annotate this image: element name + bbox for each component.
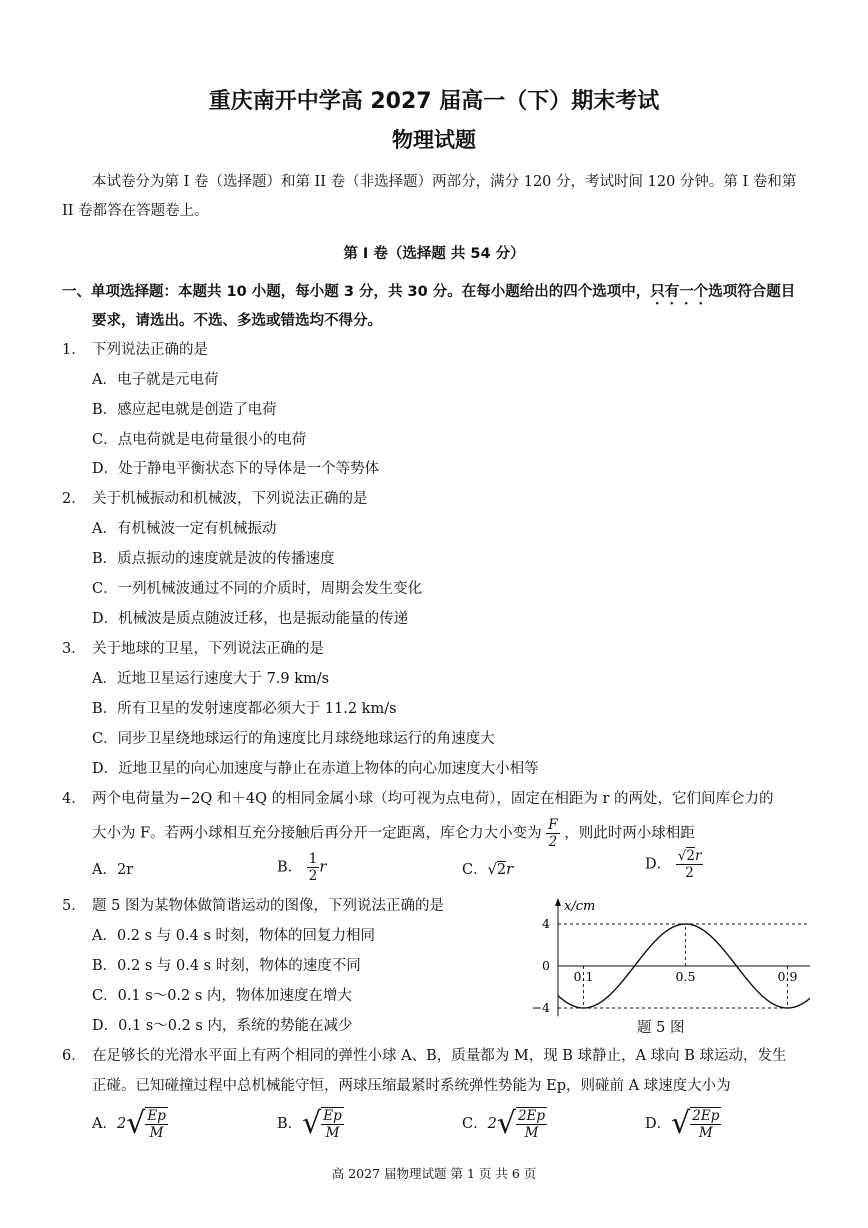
q6-option-c-label: C． [462,1116,488,1132]
intro-line-1: 本试卷分为第 I 卷（选择题）和第 II 卷（非选择题）两部分，满分 120 分，考试时间 120 分钟。第 I 卷和第 [92,174,797,190]
q3-number: 3． [62,641,86,657]
q6-option-d [645,1102,721,1146]
q6-option-d-num: 2Ep [692,1108,720,1124]
q1-option-b: B．感应起电就是创造了电荷 [92,402,277,418]
q6-option-b-num: Ep [323,1108,342,1124]
q6-option-a-num: Ep [147,1108,166,1124]
page-footer: 高 2027 届物理试题 第 1 页 共 6 页 [331,1166,537,1181]
q5-option-b: B．0.2 s 与 0.4 s 时刻，物体的速度不同 [92,958,361,974]
q6-option-a-label: A． [92,1116,117,1132]
q6-option-c-den: M [524,1125,539,1141]
q6-option-b-label: B． [277,1116,303,1132]
q6-option-b [277,1102,344,1146]
q5-option-c: C．0.1 s～0.2 s 内，物体加速度在增大 [92,988,352,1004]
q2-number: 2． [62,491,86,507]
q1-number: 1． [62,342,86,358]
q5-number: 5． [62,898,86,914]
q4-option-d-den: 2 [685,865,694,881]
q4-option-d-num-tail: r [694,848,702,864]
q4-option-d [645,848,703,881]
q6-option-b-den: M [325,1125,340,1141]
q4-option-c [462,860,513,880]
q6-option-b-sqrt-sign: √ [302,1106,322,1141]
part1-tail: 选项符合题目 [708,284,796,300]
q1-option-d: D．处于静电平衡状态下的导体是一个等势体 [92,461,380,477]
q4-option-b-den: 2 [308,868,318,884]
q2-option-b: B．质点振动的速度就是波的传播速度 [92,551,335,567]
q4-option-b-label: B． [277,859,303,876]
q6-line-1: 在足够长的光滑水平面上有两个相同的弹性小球 A、B，质量都为 M，现 B 球静止，A 球向 B 球运动，发生 [92,1048,787,1064]
y-tick-label: 0 [542,958,550,973]
q6-option-a-coef: 2 [116,1116,127,1132]
q4-option-c-radicand: 2 [496,862,507,878]
q6-option-c-num: 2Ep [517,1108,546,1124]
intro-line-2: II 卷都答在答题卷上。 [62,203,209,219]
q4-line-1: 两个电荷量为−2Q 和＋4Q 的相同金属小球（均可视为点电荷），固定在相距为 r 的两处，它们间库仑力的 [92,791,774,807]
x-tick-label: 0.5 [675,969,696,984]
q1-option-c: C．点电荷就是电荷量很小的电荷 [92,432,307,448]
q4-option-b-num: 1 [308,851,318,867]
q5-option-a: A．0.2 s 与 0.4 s 时刻，物体的回复力相同 [92,928,376,944]
q6-option-c [462,1102,547,1146]
x-tick-label: 0.1 [573,969,594,984]
q4-option-d-label: D． [645,856,672,873]
q4-line-2 [92,817,695,850]
part1-instruction-line-2: 要求，请选出。不选、多选或错选均不得分。 [92,313,382,329]
q6-option-d-den: M [698,1125,713,1141]
q2-option-d: D．机械波是质点随波迁移，也是振动能量的传递 [92,611,409,627]
q6-option-d-label: D． [645,1116,672,1132]
q4-option-b-fraction [307,851,320,884]
y-tick-label: −4 [531,1000,550,1015]
q5-option-d: D．0.1 s～0.2 s 内，系统的势能在减少 [92,1018,353,1034]
q4-line-2b: ，则此时两小球相距 [564,825,695,842]
q4-option-d-fraction [676,848,704,881]
part1-emphasis: 只有一个 [650,284,709,300]
q6-option-c-sqrt-sign: √ [496,1106,516,1141]
chart-root [532,898,810,1016]
q4-option-a [92,860,133,880]
q4-fraction [546,817,559,850]
q3-option-b: B．所有卫星的发射速度都必须大于 11.2 km/s [92,701,397,717]
q1-option-a: A．电子就是元电荷 [92,372,219,388]
q4-option-d-radicand: 2 [686,848,695,864]
q1-stem: 下列说法正确的是 [92,342,208,358]
q6-option-d-sqrt-sign: √ [671,1106,691,1141]
exam-subtitle: 物理试题 [392,128,476,152]
q3-option-d: D．近地卫星的向心加速度与静止在赤道上物体的向心加速度大小相等 [92,761,539,777]
q2-stem: 关于机械振动和机械波，下列说法正确的是 [92,491,368,507]
q4-option-c-label: C． [462,862,488,878]
q6-option-c-fraction [516,1107,547,1141]
x-tick-label: 0.9 [777,969,798,984]
q6-option-c-coef: 2 [487,1116,497,1132]
y-axis-label: x/cm [564,899,596,914]
q4-option-b-tail: r [319,859,327,876]
q4-option-b [277,851,326,884]
y-axis-arrow [555,898,561,906]
q6-option-d-fraction [690,1107,721,1141]
q6-option-a [92,1102,168,1146]
q4-line-2a: 大小为 F。若两小球相互充分接触后再分开一定距离，库仑力大小变为 [92,825,542,842]
q4-option-d-num: √2r [677,848,702,864]
q6-line-2: 正碰。已知碰撞过程中总机械能守恒，两球压缩最紧时系统弹性势能为 Ep，则碰前 A 球速度大小为 [92,1078,731,1094]
q4-option-a-label: A． [92,862,117,878]
q4-frac-num: F [548,817,558,833]
q4-frac-den: 2 [548,834,558,850]
q2-option-c: C．一列机械波通过不同的介质时，周期会发生变化 [92,581,423,597]
q4-option-c-tail: r [506,862,514,878]
q5-figure-caption: 题 5 图 [637,1020,685,1036]
exam-title: 重庆南开中学高 2027 届高一（下）期末考试 [208,89,660,114]
y-tick-label: 4 [542,916,550,931]
q3-stem: 关于地球的卫星，下列说法正确的是 [92,641,324,657]
q5-stem: 题 5 图为某物体做简谐运动的图像，下列说法正确的是 [92,898,444,914]
q4-option-c-sqrt-sign: √ [487,862,497,878]
section-title: 第 I 卷（选择题 共 54 分） [343,246,525,262]
q6-option-b-fraction [321,1107,344,1141]
q4-number: 4． [62,791,86,807]
q6-option-a-den: M [149,1125,164,1141]
q3-option-a: A．近地卫星运行速度大于 7.9 km/s [92,671,330,687]
q6-option-a-sqrt-sign: √ [126,1106,146,1141]
q3-option-c: C．同步卫星绕地球运行的角速度比月球绕地球运行的角速度大 [92,731,495,747]
q6-number: 6． [62,1048,86,1064]
q6-option-a-fraction [145,1107,168,1141]
q4-option-a-value: 2r [116,862,134,878]
part1-lead: 一、单项选择题：本题共 10 小题，每小题 3 分，共 30 分。在每小题给出的四个选项中， [62,284,651,300]
q2-option-a: A．有机械波一定有机械振动 [92,521,277,537]
part1-instruction [62,280,795,308]
